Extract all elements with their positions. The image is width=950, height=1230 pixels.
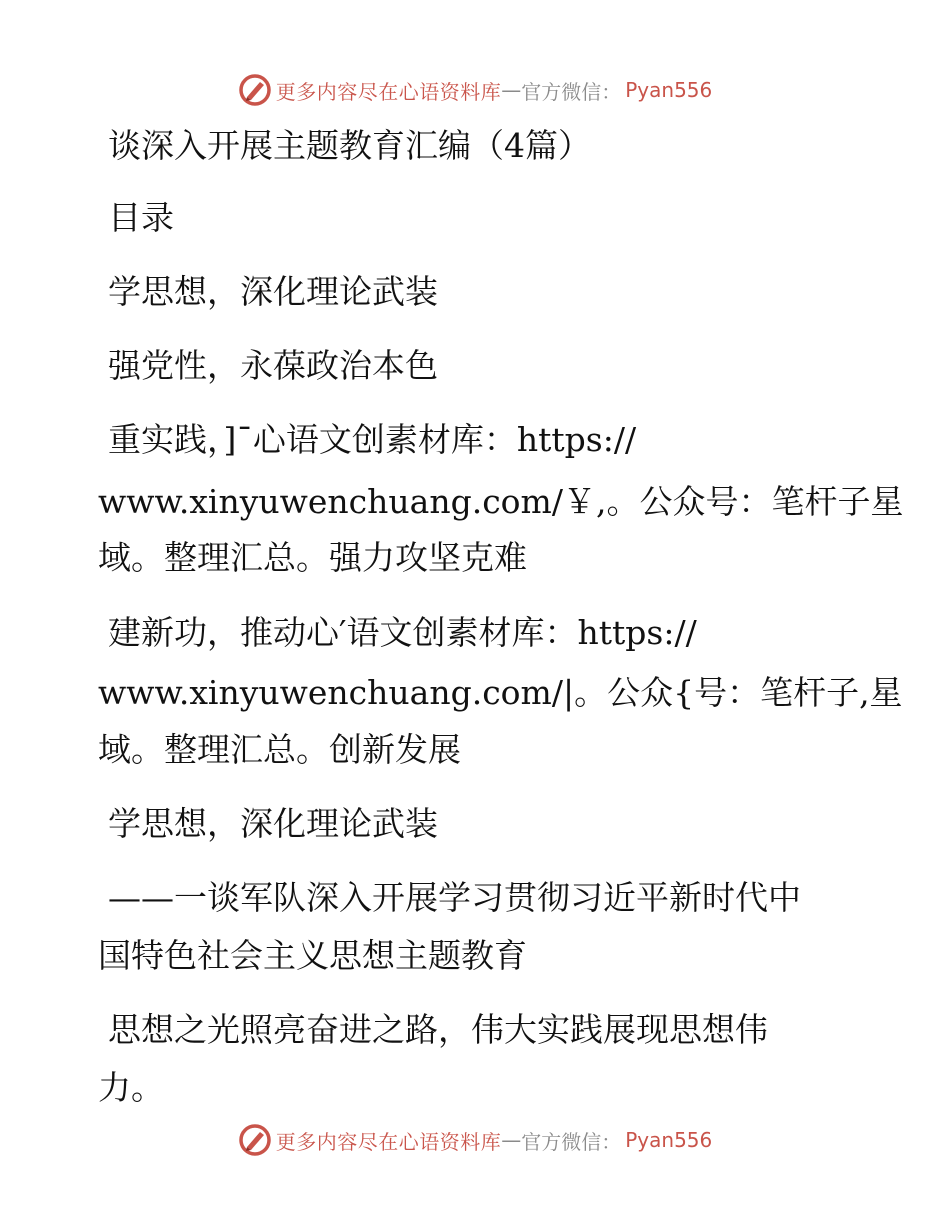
toc-item: 学思想，深化理论武装 (108, 272, 438, 311)
banner-wechat-id: Pyan556 (625, 78, 713, 102)
banner-brand: 更多内容尽在心语资料库 (275, 1129, 502, 1154)
section-heading: 学思想，深化理论武装 (108, 804, 438, 843)
banner-wechat-id: Pyan556 (625, 1128, 713, 1152)
section-subtitle-continued: 国特色社会主义思想主题教育 (98, 936, 527, 975)
pen-circle-logo-icon (238, 1123, 272, 1157)
toc-item-continued: 域。整理汇总。创新发展 (98, 730, 461, 769)
paragraph-line-continued: 力。 (98, 1068, 164, 1107)
paragraph-line: 思想之光照亮奋进之路，伟大实践展现思想伟 (108, 1010, 768, 1049)
banner-wechat-label: 官方微信： (521, 79, 622, 104)
section-subtitle: ——一谈军队深入开展学习贯彻习近平新时代中 (108, 878, 801, 917)
toc-heading: 目录 (108, 198, 174, 237)
header-banner (0, 70, 950, 110)
footer-banner (0, 1120, 950, 1160)
toc-item-continued: www.xinyuwenchuang.com/￥,。公众号：笔杆子星 (98, 482, 904, 521)
banner-wechat-label: 官方微信： (521, 1129, 622, 1154)
banner-separator: — (501, 78, 522, 102)
pen-circle-logo-icon (238, 73, 272, 107)
toc-item-continued: www.xinyuwenchuang.com/|。公众{号：笔杆子,星 (98, 673, 903, 712)
toc-item: 建新功，推动心′语文创素材库：https:// (108, 613, 697, 652)
toc-item-continued: 域。整理汇总。强力攻坚克难 (98, 538, 527, 577)
toc-item: 重实践，]¯心语文创素材库：https:// (108, 420, 637, 459)
banner-separator: — (501, 1128, 522, 1152)
toc-item: 强党性，永葆政治本色 (108, 346, 438, 385)
document-title: 谈深入开展主题教育汇编（4篇） (108, 126, 591, 165)
banner-brand: 更多内容尽在心语资料库 (275, 79, 502, 104)
